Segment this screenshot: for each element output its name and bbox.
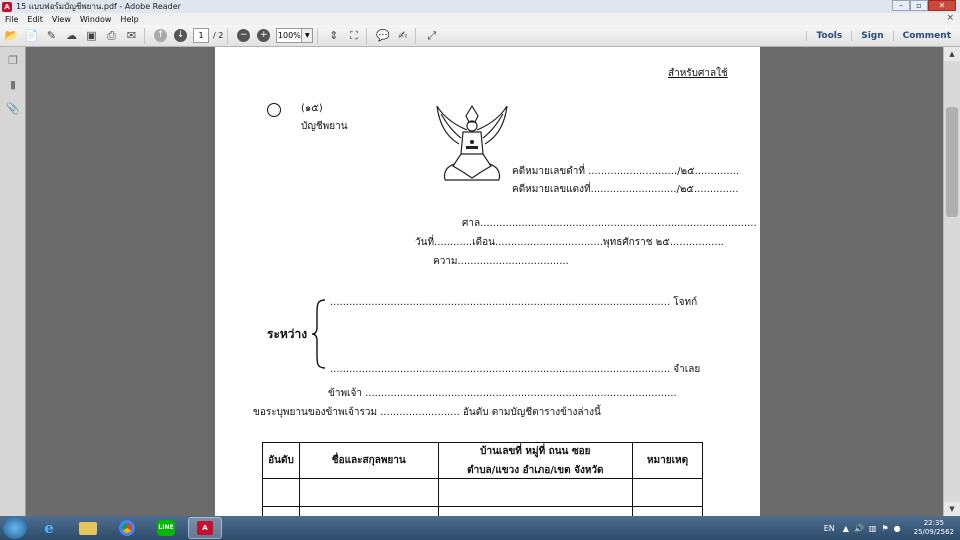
toolbar-separator — [227, 28, 228, 44]
system-tray — [824, 516, 954, 540]
vertical-scrollbar[interactable] — [943, 47, 960, 516]
comment-icon[interactable]: 💬 — [375, 29, 390, 42]
col-address-line1: บ้านเลขที่ หมู่ที่ ถนน ซอย — [480, 445, 591, 457]
expand-icon[interactable]: ⤢ — [427, 28, 437, 42]
menu-bar — [0, 13, 960, 25]
table-cell — [438, 507, 632, 517]
case-black-number: คดีหมายเลขดำที่ ............................/๒๕.............. — [512, 166, 740, 177]
line-app-icon: LINE — [157, 520, 175, 536]
sign-pane-button[interactable]: Sign — [851, 31, 892, 41]
table-cell — [438, 479, 632, 507]
flag-icon[interactable]: ⚑ — [881, 523, 889, 533]
matter-field: ความ................................... — [433, 256, 569, 267]
print-icon[interactable]: ⎙ — [107, 28, 116, 42]
zoom-dropdown-button[interactable]: ▼ — [302, 28, 313, 43]
form-name: บัญชีพยาน — [301, 121, 348, 132]
navigation-panel — [0, 47, 26, 516]
toolbar — [0, 25, 960, 47]
scroll-down-icon[interactable]: ▼ — [944, 502, 960, 516]
table-cell — [633, 479, 703, 507]
form-number: (๑๕) — [301, 103, 323, 114]
col-remarks: หมายเหตุ — [633, 443, 703, 479]
form-circle — [267, 103, 281, 117]
table-cell — [263, 507, 300, 517]
create-pdf-icon[interactable]: 📄 — [24, 29, 39, 42]
menu-edit[interactable]: Edit — [27, 14, 43, 24]
email-icon[interactable]: ✉ — [126, 29, 137, 42]
save-icon[interactable]: ▣ — [86, 29, 97, 42]
volume-icon[interactable]: 🔊 — [853, 523, 864, 533]
table-cell — [633, 507, 703, 517]
pdf-icon: A — [2, 2, 12, 12]
arrow-down-icon: ↓ — [174, 29, 187, 42]
col-order: อันดับ — [263, 443, 300, 479]
plus-icon: + — [257, 29, 270, 42]
taskbar-ie-button[interactable] — [32, 517, 66, 539]
close-button[interactable]: ✕ — [928, 0, 956, 11]
table-row — [263, 479, 703, 507]
taskbar-reader-button[interactable] — [188, 517, 222, 539]
toolbar-separator — [317, 28, 318, 44]
taskbar-chrome-button[interactable] — [110, 517, 144, 539]
zoom-out-button[interactable] — [235, 27, 252, 44]
upload-icon[interactable]: ☁ — [66, 29, 77, 42]
open-icon[interactable]: 📂 — [4, 29, 19, 42]
usage-note: สำหรับศาลใช้ — [668, 68, 728, 79]
internet-explorer-icon: e — [44, 519, 54, 537]
window-controls — [892, 0, 956, 11]
page-total: / 2 — [213, 31, 224, 40]
bookmark-icon[interactable]: ▮ — [9, 78, 17, 91]
table-header-row — [263, 443, 703, 479]
menu-file[interactable]: File — [5, 14, 19, 24]
menu-view[interactable]: View — [51, 14, 71, 24]
adobe-reader-icon: A — [197, 521, 213, 535]
language-indicator[interactable]: EN — [823, 523, 835, 533]
curly-brace — [311, 299, 327, 369]
zoom-in-button[interactable] — [255, 27, 272, 44]
declarant-field: ข้าพเจ้า .................................................................................................. — [328, 388, 677, 399]
menu-help[interactable]: Help — [120, 14, 139, 24]
comment-pane-button[interactable]: Comment — [893, 31, 960, 41]
folder-icon — [79, 522, 97, 535]
col-address-line2: ตำบล/แขวง อำเภอ/เขต จังหวัด — [467, 464, 604, 476]
clock-time: 22:35 — [923, 519, 944, 527]
network-icon[interactable]: ▥ — [868, 523, 877, 533]
witness-intent-text: ขอระบุพยานของข้าพเจ้ารวม ......................... อันดับ ตามบัญชีตารางข้างล่างนี้ — [253, 407, 601, 418]
case-red-number: คดีหมายเลขแดงที่.........................../๒๕.............. — [512, 184, 739, 195]
window-title-bar — [0, 0, 960, 13]
restore-button[interactable]: ▫ — [910, 0, 928, 11]
show-hidden-icons-icon[interactable]: ▲ — [842, 523, 849, 533]
court-field: ศาล....................................................................................... — [462, 218, 757, 229]
clock[interactable] — [914, 519, 954, 537]
col-witness-name: ชื่อและสกุลพยาน — [299, 443, 438, 479]
next-page-button[interactable] — [172, 27, 189, 44]
page-number-input[interactable]: 1 — [193, 28, 209, 43]
clock-date: 25/09/2562 — [913, 528, 954, 536]
minus-icon: − — [237, 29, 250, 42]
page-thumbnails-icon[interactable]: ❐ — [8, 54, 18, 67]
document-page — [215, 47, 760, 516]
table-row — [263, 507, 703, 517]
zoom-level-input[interactable]: 100% — [276, 28, 302, 43]
plaintiff-field: ........................................................................................................... โจทก์ — [330, 297, 698, 308]
between-label: ระหว่าง — [267, 327, 308, 341]
table-cell — [299, 507, 438, 517]
highlight-icon[interactable]: ✍ — [398, 29, 408, 42]
scrollbar-thumb[interactable] — [946, 107, 958, 217]
table-cell — [299, 479, 438, 507]
tools-pane-button[interactable]: Tools — [806, 31, 851, 41]
scroll-up-icon[interactable]: ▲ — [944, 47, 960, 61]
taskbar — [0, 516, 960, 540]
defendant-field: ........................................................................................................... จำเลย — [330, 364, 701, 375]
witness-table — [262, 442, 703, 516]
window-title: 15 แบบฟอร์มบัญชีพยาน.pdf - Adobe Reader — [16, 2, 181, 11]
start-button[interactable] — [3, 517, 27, 539]
previous-page-button[interactable] — [152, 27, 169, 44]
col-address — [438, 443, 632, 479]
edit-icon[interactable]: ✎ — [46, 29, 57, 42]
fit-page-icon[interactable]: ⇕ — [329, 29, 339, 42]
menu-window[interactable]: Window — [79, 14, 112, 24]
taskbar-line-button[interactable] — [149, 517, 183, 539]
fit-width-icon[interactable]: ⛶ — [349, 28, 358, 42]
toolbar-separator — [415, 28, 416, 44]
garuda-emblem — [433, 102, 511, 184]
toolbar-separator — [144, 28, 145, 44]
minimize-button[interactable]: – — [892, 0, 910, 11]
app-tray-icon[interactable]: ● — [893, 523, 901, 533]
task-panes — [806, 25, 960, 47]
arrow-up-icon: ↑ — [154, 29, 167, 42]
toolbar-separator — [366, 28, 367, 44]
table-cell — [263, 479, 300, 507]
date-field: วันที่............เดือน..................................พุทธศักราช ๒๕................. — [415, 237, 724, 248]
close-document-button[interactable]: × — [946, 13, 954, 23]
taskbar-explorer-button[interactable] — [71, 517, 105, 539]
attachment-icon[interactable]: 📎 — [6, 102, 20, 115]
chrome-icon — [119, 520, 135, 536]
